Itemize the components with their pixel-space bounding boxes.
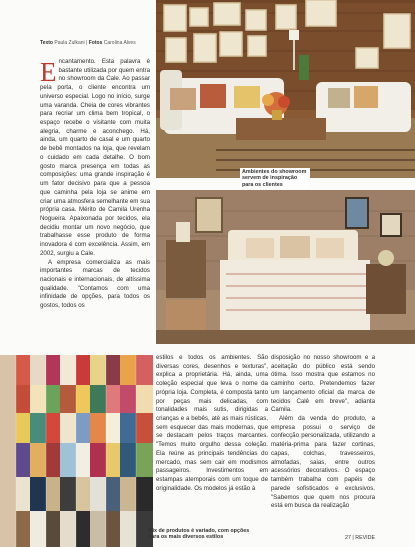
- article-column-3: [271, 354, 375, 524]
- credit-separator: |: [86, 40, 88, 46]
- bedroom-illustration: [156, 190, 415, 344]
- paragraph-text: ncantamento. Esta palavra é bastante utilizada por quem entra no showroom da Cale. Ao passar pela porta, o cliente encontra um universo especial. Logo no início, surge uma varanda. Cheia de cores vibrantes para recriar um clima bem tropical, o espaço recebe o visitante com muita alegria, charme e aconchego. Há, ainda, um quarto de casal e um quarto de bebê montados na loja, que revelam o cuidado em cada detalhe. O bom gosto marca presença em todas as composições: uma grande inspiração é um fator decisivo para que a pessoa que caminha pela loja se anime em criar uma atmosfera semelhante em sua própria casa. Mérito de Camila Urenha Nogueira. Apaixonada por tecidos, ela decidiu montar um novo negócio, que trabalhasse esse produto de forma inovadora é com excelência. Assim, em 2002, surgiu a Cale.: [40, 58, 150, 257]
- article-column-1: [40, 58, 150, 350]
- fabric-swatches-illustration: [0, 355, 153, 547]
- folio-separator: |: [352, 535, 354, 541]
- article-column-2: [156, 354, 268, 524]
- photo-credit-label: Fotos: [88, 40, 103, 46]
- magazine-name: REVIDE: [355, 535, 375, 541]
- veranda-photo: [156, 0, 415, 178]
- article-paragraph: [40, 58, 150, 259]
- credits-line: [40, 40, 136, 46]
- article-paragraph: A empresa comercializa as mais importantes marcas de tecidos nacionais e internacionais, de altíssima qualidade. "Contamos com uma infinidade de opções, para todos os gostos, todos os: [40, 258, 150, 310]
- fabrics-photo: [0, 355, 153, 547]
- fabrics-caption: Mix de produtos é variado, com opções para os mais diversos estilos: [148, 528, 250, 541]
- photo-credit-author: Carolina Alves: [103, 40, 136, 46]
- bedroom-photo: [156, 190, 415, 344]
- text-credit-author: Paula Zulkani: [54, 40, 85, 46]
- article-paragraph: estilos e todos os ambientes. São diversas cores, desenhos e texturas", explica a proprietária. Há, ainda, uma coleção especial que leva o nome da própria loja. Completa, é composta tanto por peças mais delicadas, com tonalidades mais sutis, dirigidas a crianças e a bebês, até as mais rústicas, sem esquecer das mais modernas, que se destacam pelos traços marcantes. "Temos muito orgulho dessa coleção. Ela reúne as principais tendências do mercado, mas sem cair em modismos passageiros. Investimentos em estampas atemporais com um toque de originalidade. Os modelos já estão à: [156, 354, 268, 492]
- page-folio: [345, 535, 375, 541]
- drop-cap: E: [40, 58, 57, 87]
- veranda-illustration: [156, 0, 415, 178]
- article-paragraph: disposição no nosso showroom e a aceitação do público está sendo ótima. Isso mostra que estamos no caminho certo. Pretendemos fazer um lançamento oficial da marca de tecidos Calê em breve", adianta Camila.: [271, 354, 375, 414]
- article-paragraph: Além da venda do produto, a empresa possui o serviço de confecção personalizada, utilizando a matéria-prima para fazer cortinas, capas, colchas, travesseiros, almofadas, saias, entre outros acessórios decorativos. O espaço também trabalha com papéis de parede sofisticados e exclusivos. "Sabemos que quem nos procura está em busca da realização: [271, 415, 375, 510]
- page-number: 27: [345, 535, 351, 541]
- showroom-caption: Ambientes do showroom servem de inspiração para os clientes: [240, 168, 310, 189]
- text-credit-label: Texto: [40, 40, 53, 46]
